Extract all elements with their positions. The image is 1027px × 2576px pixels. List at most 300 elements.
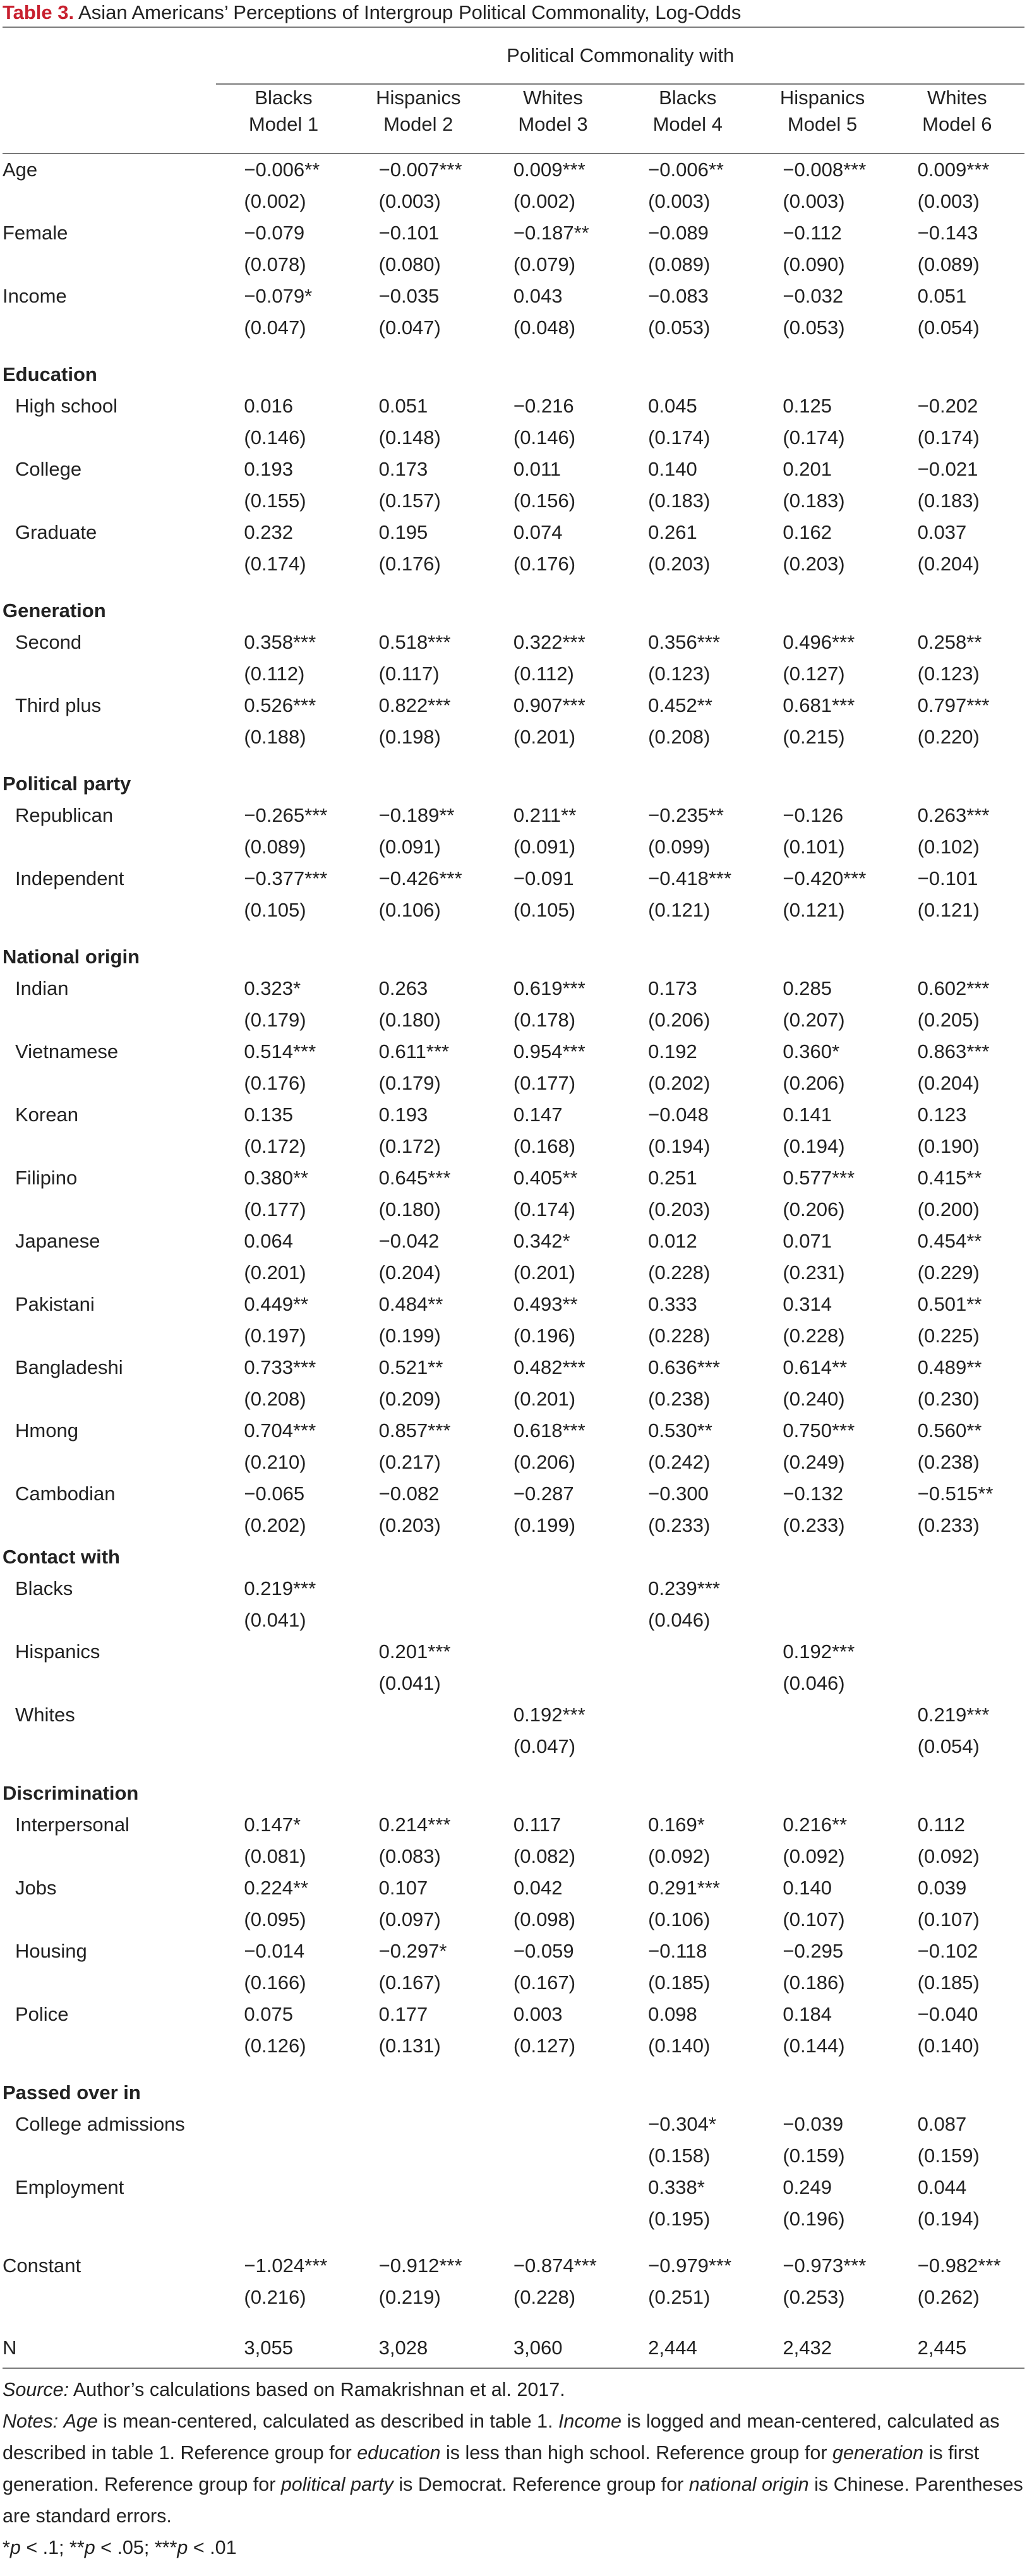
section-row — [3, 941, 1024, 973]
coefficient-cell: 0.907*** — [513, 694, 586, 716]
notes-text: generation — [832, 2442, 924, 2464]
section-label: National origin — [3, 946, 140, 968]
standard-error-cell: (0.107) — [917, 1908, 980, 1930]
coefficient-cell: 0.449** — [244, 1293, 309, 1315]
coefficient-cell: −0.189** — [378, 804, 455, 826]
coefficient-cell: 0.224** — [244, 1877, 309, 1899]
standard-error-cell: (0.048) — [513, 316, 576, 339]
standard-error-row — [3, 548, 1024, 580]
notes-text: is first generation. Reference group for — [3, 2442, 980, 2495]
significance-text: p — [177, 2537, 188, 2558]
notes-text: is mean-centered, calculated as described in table 1. — [97, 2410, 558, 2432]
coefficient-row — [3, 280, 1024, 312]
standard-error-cell — [351, 2140, 486, 2172]
coefficient-cell: −0.202 — [917, 395, 978, 417]
coefficient-cell: 0.618*** — [513, 1419, 586, 1441]
coefficient-cell: −1.024*** — [244, 2254, 328, 2277]
standard-error-cell: (0.204) — [378, 1261, 441, 1284]
coefficient-row — [3, 1636, 1024, 1668]
row-label: Second — [15, 631, 82, 653]
coefficient-cell: 0.530** — [648, 1419, 712, 1441]
coefficient-cell: 0.405** — [513, 1167, 578, 1189]
coefficient-cell: 0.201*** — [378, 1640, 451, 1663]
row-label: College admissions — [15, 2113, 185, 2135]
standard-error-cell — [351, 2203, 486, 2235]
standard-error-cell: (0.208) — [244, 1388, 306, 1410]
standard-error-cell: (0.183) — [648, 490, 711, 512]
coefficient-cell: 0.173 — [648, 977, 697, 999]
significance-text: p — [84, 2537, 95, 2558]
coefficient-row — [3, 863, 1024, 894]
coefficient-cell: 0.322*** — [513, 631, 586, 653]
standard-error-cell: (0.201) — [244, 1261, 306, 1284]
coefficient-cell: 0.123 — [917, 1104, 967, 1126]
row-label-blank — [3, 1904, 216, 1935]
row-label-blank — [3, 1841, 216, 1872]
standard-error-cell: (0.205) — [917, 1009, 980, 1031]
coefficient-cell: 0.074 — [513, 521, 563, 543]
coefficient-cell: 0.521** — [378, 1356, 443, 1378]
coefficient-cell — [216, 1636, 351, 1668]
row-label-blank — [3, 312, 216, 344]
coefficient-cell: −0.006** — [648, 159, 724, 181]
standard-error-cell: (0.201) — [513, 1261, 576, 1284]
coefficient-cell: 0.333 — [648, 1293, 697, 1315]
coefficient-row — [3, 690, 1024, 721]
spacer-cell — [3, 753, 1024, 768]
standard-error-cell: (0.185) — [917, 1971, 980, 1994]
standard-error-cell: (0.240) — [783, 1388, 845, 1410]
standard-error-row — [3, 1668, 1024, 1699]
standard-error-cell: (0.238) — [648, 1388, 711, 1410]
standard-error-cell: (0.002) — [513, 190, 576, 212]
regression-table — [3, 28, 1024, 2369]
standard-error-cell: (0.046) — [648, 1609, 711, 1631]
row-label-blank — [3, 249, 216, 280]
standard-error-cell: (0.200) — [917, 1198, 980, 1220]
standard-error-cell: (0.176) — [244, 1072, 306, 1094]
significance-text: < .01 — [188, 2537, 237, 2558]
coefficient-cell: −0.132 — [783, 1483, 844, 1505]
coefficient-cell: −0.982*** — [917, 2254, 1001, 2277]
standard-error-cell: (0.178) — [513, 1009, 576, 1031]
coefficient-cell: 0.358*** — [244, 631, 316, 653]
standard-error-cell: (0.123) — [648, 663, 711, 685]
row-label: Indian — [15, 977, 69, 999]
coefficient-cell: 0.496*** — [783, 631, 855, 653]
coefficient-cell: −0.112 — [783, 222, 842, 244]
n-value: 3,055 — [216, 2328, 351, 2368]
coefficient-cell: −0.079* — [244, 285, 313, 307]
table-notes — [3, 2369, 1024, 2563]
coefficient-cell: 0.201 — [783, 458, 832, 480]
standard-error-row — [3, 2282, 1024, 2313]
coefficient-cell: −0.187** — [513, 222, 589, 244]
notes-text — [58, 2410, 63, 2432]
notes-text: education — [357, 2442, 441, 2464]
standard-error-cell: (0.121) — [648, 899, 711, 921]
standard-error-cell: (0.148) — [378, 426, 441, 448]
row-label-blank — [3, 1320, 216, 1352]
spanner-blank — [3, 28, 216, 84]
coefficient-cell — [216, 1699, 351, 1731]
standard-error-cell: (0.194) — [783, 1135, 845, 1157]
coefficient-cell: −0.007*** — [378, 159, 462, 181]
coefficient-cell: 0.051 — [917, 285, 967, 307]
row-label-blank — [3, 1731, 216, 1762]
column-spanner: Political Commonality with — [216, 28, 1024, 84]
spacer-cell — [3, 2313, 1024, 2328]
standard-error-cell: (0.117) — [378, 663, 440, 685]
standard-error-row — [3, 186, 1024, 217]
standard-error-cell: (0.208) — [648, 726, 711, 748]
standard-error-cell: (0.091) — [378, 836, 441, 858]
section-label: Generation — [3, 599, 106, 622]
standard-error-cell: (0.140) — [648, 2035, 711, 2057]
coefficient-cell: 0.051 — [378, 395, 428, 417]
standard-error-cell: (0.168) — [513, 1135, 576, 1157]
standard-error-cell: (0.204) — [917, 1072, 980, 1094]
coefficient-cell: −0.300 — [648, 1483, 709, 1505]
header-blank — [3, 111, 216, 153]
coefficient-cell: −0.874*** — [513, 2254, 597, 2277]
row-label-blank — [3, 422, 216, 454]
standard-error-cell — [216, 2203, 351, 2235]
row-label: High school — [15, 395, 117, 417]
standard-error-cell: (0.157) — [378, 490, 441, 512]
coefficient-cell: 0.098 — [648, 2003, 697, 2025]
column-header-group: Blacks — [255, 87, 313, 109]
standard-error-cell: (0.201) — [513, 726, 576, 748]
coefficient-cell: −0.265*** — [244, 804, 328, 826]
table-body — [3, 153, 1024, 2368]
notes-text: national origin — [688, 2474, 809, 2495]
standard-error-row — [3, 831, 1024, 863]
standard-error-row — [3, 1967, 1024, 1999]
coefficient-cell: 0.251 — [648, 1167, 697, 1189]
coefficient-cell: −0.032 — [783, 285, 844, 307]
row-label: Cambodian — [15, 1483, 116, 1505]
row-label: College — [15, 458, 82, 480]
coefficient-cell: 0.042 — [513, 1877, 563, 1899]
notes-text: is less than high school. Reference group for — [440, 2442, 832, 2464]
coefficient-cell — [486, 1573, 620, 1604]
coefficient-cell: 0.214*** — [378, 1814, 451, 1836]
coefficient-row — [3, 1225, 1024, 1257]
coefficient-cell: 0.493** — [513, 1293, 578, 1315]
standard-error-cell: (0.053) — [783, 316, 845, 339]
coefficient-cell: −0.006** — [244, 159, 320, 181]
standard-error-cell: (0.203) — [378, 1514, 441, 1536]
standard-error-row — [3, 1841, 1024, 1872]
coefficient-cell: −0.235** — [648, 804, 724, 826]
coefficient-cell: 0.177 — [378, 2003, 428, 2025]
column-header-group: Hispanics — [779, 87, 865, 109]
coefficient-cell: 0.645*** — [378, 1167, 451, 1189]
coefficient-cell: −0.040 — [917, 2003, 978, 2025]
coefficient-cell — [486, 2172, 620, 2203]
coefficient-cell: −0.420*** — [783, 867, 867, 889]
coefficient-cell: 0.323* — [244, 977, 301, 999]
spacer-row — [3, 926, 1024, 941]
standard-error-cell: (0.238) — [917, 1451, 980, 1473]
coefficient-cell: 0.602*** — [917, 977, 990, 999]
coefficient-cell: 0.484** — [378, 1293, 443, 1315]
standard-error-cell: (0.233) — [648, 1514, 711, 1536]
standard-error-cell: (0.112) — [513, 663, 574, 685]
standard-error-cell: (0.196) — [513, 1325, 576, 1347]
spacer-row — [3, 2313, 1024, 2328]
standard-error-cell: (0.242) — [648, 1451, 711, 1473]
standard-error-cell: (0.174) — [917, 426, 980, 448]
coefficient-cell: 0.577*** — [783, 1167, 855, 1189]
coefficient-cell: −0.048 — [648, 1104, 709, 1126]
section-label: Passed over in — [3, 2081, 141, 2104]
coefficient-cell: 0.075 — [244, 2003, 293, 2025]
coefficient-cell: −0.418*** — [648, 867, 732, 889]
coefficient-row — [3, 217, 1024, 249]
coefficient-cell: −0.216 — [513, 395, 574, 417]
coefficient-cell: 0.452** — [648, 694, 712, 716]
row-label: Bangladeshi — [15, 1356, 123, 1378]
standard-error-cell: (0.041) — [244, 1609, 306, 1631]
row-label: Independent — [15, 867, 124, 889]
standard-error-cell: (0.210) — [244, 1451, 306, 1473]
column-header-row-2 — [3, 111, 1024, 153]
standard-error-cell: (0.219) — [378, 2286, 441, 2308]
standard-error-cell: (0.003) — [378, 190, 441, 212]
standard-error-row — [3, 1194, 1024, 1225]
coefficient-cell: 0.125 — [783, 395, 832, 417]
coefficient-cell: −0.295 — [783, 1940, 844, 1962]
standard-error-cell: (0.251) — [648, 2286, 711, 2308]
standard-error-cell: (0.262) — [917, 2286, 980, 2308]
section-label: Education — [3, 363, 97, 385]
coefficient-row — [3, 973, 1024, 1004]
standard-error-row — [3, 894, 1024, 926]
notes-label: Notes: — [3, 2410, 59, 2432]
row-label-blank — [3, 186, 216, 217]
standard-error-cell: (0.105) — [244, 899, 306, 921]
coefficient-cell: −0.102 — [917, 1940, 978, 1962]
column-header-group: Blacks — [659, 87, 717, 109]
coefficient-cell: −0.091 — [513, 867, 574, 889]
coefficient-cell: 0.415** — [917, 1167, 982, 1189]
standard-error-cell: (0.095) — [244, 1908, 306, 1930]
coefficient-cell: −0.059 — [513, 1940, 574, 1962]
coefficient-cell: 0.071 — [783, 1230, 832, 1252]
significance-text: < .1; ** — [20, 2537, 85, 2558]
coefficient-cell: 0.219*** — [244, 1577, 316, 1599]
standard-error-cell: (0.054) — [917, 316, 980, 339]
standard-error-cell: (0.209) — [378, 1388, 441, 1410]
standard-error-cell: (0.253) — [783, 2286, 845, 2308]
coefficient-cell: 0.043 — [513, 285, 563, 307]
standard-error-cell: (0.098) — [513, 1908, 576, 1930]
coefficient-cell: −0.126 — [783, 804, 844, 826]
coefficient-cell: 0.482*** — [513, 1356, 586, 1378]
coefficient-row — [3, 1352, 1024, 1383]
section-row — [3, 359, 1024, 390]
row-label-blank — [3, 1194, 216, 1225]
source-note — [3, 2374, 1024, 2405]
coefficient-cell: 0.636*** — [648, 1356, 720, 1378]
standard-error-cell: (0.106) — [648, 1908, 711, 1930]
standard-error-cell: (0.206) — [648, 1009, 711, 1031]
standard-error-cell: (0.172) — [244, 1135, 306, 1157]
standard-error-cell: (0.186) — [783, 1971, 845, 1994]
coefficient-cell: 0.147 — [513, 1104, 563, 1126]
coefficient-cell: 0.009*** — [513, 159, 586, 181]
standard-error-cell: (0.127) — [783, 663, 845, 685]
coefficient-cell — [620, 1699, 755, 1731]
standard-error-cell: (0.089) — [648, 253, 711, 275]
standard-error-cell: (0.206) — [783, 1198, 845, 1220]
standard-error-cell: (0.126) — [244, 2035, 306, 2057]
coefficient-cell: 0.863*** — [917, 1040, 990, 1062]
n-value: 2,432 — [755, 2328, 889, 2368]
standard-error-cell: (0.053) — [648, 316, 711, 339]
table-caption — [3, 0, 1024, 27]
coefficient-cell: −0.014 — [244, 1940, 305, 1962]
column-header-model: Model 5 — [755, 111, 889, 153]
row-label-blank — [3, 894, 216, 926]
coefficient-cell: 0.454** — [917, 1230, 982, 1252]
coefficient-cell: −0.979*** — [648, 2254, 732, 2277]
header-blank — [3, 84, 216, 111]
coefficient-cell: −0.287 — [513, 1483, 574, 1505]
spacer-cell — [3, 926, 1024, 941]
standard-error-row — [3, 485, 1024, 517]
standard-error-cell — [486, 2203, 620, 2235]
coefficient-cell: 0.954*** — [513, 1040, 586, 1062]
standard-error-cell: (0.199) — [378, 1325, 441, 1347]
standard-error-cell: (0.203) — [648, 553, 711, 575]
standard-error-cell: (0.092) — [783, 1845, 845, 1867]
standard-error-cell: (0.190) — [917, 1135, 980, 1157]
standard-error-cell: (0.249) — [783, 1451, 845, 1473]
coefficient-cell: 0.117 — [513, 1814, 562, 1836]
coefficient-cell: 0.291*** — [648, 1877, 720, 1899]
standard-error-cell: (0.091) — [513, 836, 576, 858]
coefficient-row — [3, 1699, 1024, 1731]
coefficient-cell: 0.037 — [917, 521, 967, 543]
row-label: Employment — [15, 2176, 124, 2198]
coefficient-cell: 0.012 — [648, 1230, 697, 1252]
significance-text: * — [3, 2537, 10, 2558]
standard-error-cell: (0.047) — [513, 1735, 576, 1757]
standard-error-cell: (0.176) — [378, 553, 441, 575]
notes-text: is Democrat. Reference group for — [393, 2474, 689, 2495]
standard-error-cell — [890, 1668, 1024, 1699]
row-label: Housing — [15, 1940, 87, 1962]
coefficient-cell: −0.101 — [378, 222, 440, 244]
coefficient-cell — [351, 2109, 486, 2140]
coefficient-cell — [486, 2109, 620, 2140]
row-label: Japanese — [15, 1230, 100, 1252]
coefficient-cell: 0.356*** — [648, 631, 720, 653]
standard-error-cell: (0.176) — [513, 553, 576, 575]
row-label: Police — [15, 2003, 69, 2025]
coefficient-cell: 0.147* — [244, 1814, 301, 1836]
row-label-blank — [3, 1967, 216, 1999]
standard-error-cell: (0.203) — [783, 553, 845, 575]
coefficient-cell: −0.515** — [917, 1483, 994, 1505]
spacer-cell — [3, 344, 1024, 359]
spacer-row — [3, 344, 1024, 359]
coefficient-cell: 0.514*** — [244, 1040, 316, 1062]
coefficient-cell: −0.297* — [378, 1940, 447, 1962]
coefficient-cell: −0.008*** — [783, 159, 867, 181]
spacer-row — [3, 2235, 1024, 2250]
standard-error-cell: (0.089) — [244, 836, 306, 858]
standard-error-cell: (0.079) — [513, 253, 576, 275]
coefficient-cell: 0.258** — [917, 631, 982, 653]
coefficient-row — [3, 1099, 1024, 1131]
coefficient-cell: 0.140 — [783, 1877, 832, 1899]
coefficient-cell: −0.035 — [378, 285, 440, 307]
standard-error-row — [3, 1604, 1024, 1636]
standard-error-cell: (0.228) — [648, 1325, 711, 1347]
standard-error-cell: (0.089) — [917, 253, 980, 275]
standard-error-cell — [890, 1604, 1024, 1636]
coefficient-row — [3, 2172, 1024, 2203]
standard-error-cell: (0.202) — [244, 1514, 306, 1536]
row-label-blank — [3, 1668, 216, 1699]
coefficient-cell: 0.016 — [244, 395, 293, 417]
row-label-blank — [3, 1068, 216, 1099]
standard-error-cell — [351, 1604, 486, 1636]
notes-text: is logged and mean-centered, calculated as described in table 1. Reference group for — [3, 2410, 1000, 2464]
standard-error-cell: (0.179) — [378, 1072, 441, 1094]
standard-error-cell: (0.167) — [378, 1971, 441, 1994]
standard-error-row — [3, 312, 1024, 344]
standard-error-row — [3, 249, 1024, 280]
section-row — [3, 2077, 1024, 2109]
coefficient-cell: 0.261 — [648, 521, 697, 543]
standard-error-cell: (0.174) — [244, 553, 306, 575]
coefficient-cell — [216, 2109, 351, 2140]
coefficient-cell: 0.704*** — [244, 1419, 316, 1441]
n-value: 2,445 — [890, 2328, 1024, 2368]
standard-error-cell: (0.041) — [378, 1672, 441, 1694]
coefficient-cell: 0.263*** — [917, 804, 990, 826]
standard-error-cell: (0.233) — [917, 1514, 980, 1536]
standard-error-cell: (0.183) — [783, 490, 845, 512]
row-label: Blacks — [15, 1577, 73, 1599]
standard-error-cell: (0.158) — [648, 2145, 711, 2167]
coefficient-cell: 0.107 — [378, 1877, 428, 1899]
coefficient-cell: 0.216** — [783, 1814, 848, 1836]
coefficient-cell: 0.797*** — [917, 694, 990, 716]
standard-error-cell: (0.144) — [783, 2035, 845, 2057]
standard-error-cell: (0.196) — [783, 2208, 845, 2230]
standard-error-cell: (0.083) — [378, 1845, 441, 1867]
standard-error-cell: (0.180) — [378, 1198, 441, 1220]
coefficient-cell: −0.039 — [783, 2113, 844, 2135]
coefficient-row — [3, 627, 1024, 658]
section-row — [3, 595, 1024, 627]
significance-text: < .05; *** — [95, 2537, 177, 2558]
standard-error-row — [3, 1131, 1024, 1162]
row-label: Third plus — [15, 694, 102, 716]
column-header-model: Model 1 — [216, 111, 351, 153]
coefficient-cell: 0.681*** — [783, 694, 855, 716]
coefficient-cell: −0.089 — [648, 222, 709, 244]
coefficient-cell: 0.003 — [513, 2003, 563, 2025]
coefficient-cell: 0.338* — [648, 2176, 705, 2198]
coefficient-row — [3, 1036, 1024, 1068]
